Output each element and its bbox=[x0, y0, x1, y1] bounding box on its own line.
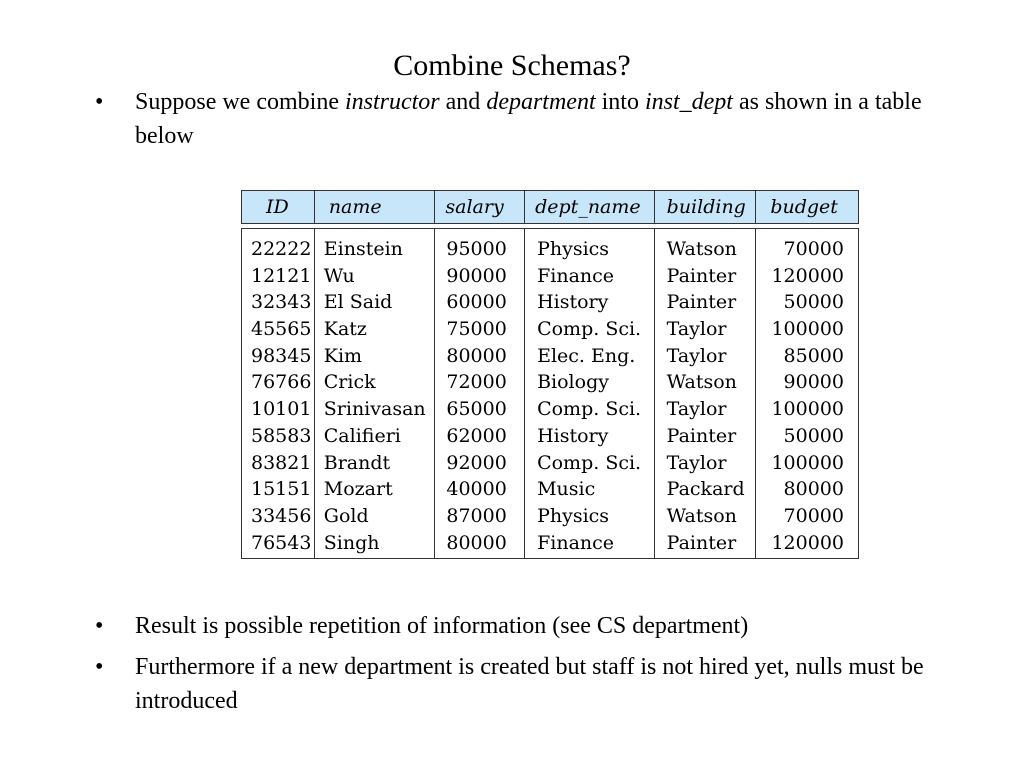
table-cell: Packard bbox=[666, 478, 745, 501]
inst-dept-table bbox=[241, 190, 859, 559]
table-cell: 87000 bbox=[446, 504, 507, 527]
bullet-marker: • bbox=[95, 613, 104, 639]
table-body bbox=[241, 228, 859, 559]
header-dept-name: dept_name bbox=[525, 191, 655, 223]
term-department: department bbox=[486, 89, 596, 115]
bullet-combine bbox=[95, 85, 985, 153]
table-cell: Physics bbox=[537, 504, 610, 527]
bullet-nulls bbox=[95, 650, 985, 718]
header-salary: salary bbox=[435, 191, 525, 223]
table-cell: 70000 bbox=[783, 504, 844, 527]
table-cell: 10101 bbox=[251, 398, 312, 421]
table-cell: Katz bbox=[323, 318, 367, 341]
table-cell: 22222 bbox=[251, 238, 312, 260]
header-id: ID bbox=[242, 191, 315, 223]
bullet-text: Result is possible repetition of information (see CS department) bbox=[135, 613, 749, 639]
table-cell: 15151 bbox=[251, 478, 312, 501]
table-cell: 80000 bbox=[446, 344, 507, 367]
table-cell: 92000 bbox=[446, 451, 507, 474]
text-run: as shown in a table below bbox=[135, 89, 922, 149]
table-cell: Einstein bbox=[323, 238, 403, 260]
table-cell: Painter bbox=[666, 264, 737, 287]
bullet-marker: • bbox=[95, 654, 104, 680]
table-cell: 33456 bbox=[251, 504, 312, 527]
table-cell: 45565 bbox=[251, 318, 312, 341]
column-salary bbox=[435, 229, 525, 558]
table-cell: Painter bbox=[666, 531, 737, 554]
table-cell: Physics bbox=[537, 238, 610, 260]
column-building bbox=[655, 229, 757, 558]
slide-title: Combine Schemas? bbox=[393, 49, 631, 82]
table-cell: Singh bbox=[323, 531, 380, 554]
table-cell: 70000 bbox=[783, 238, 844, 260]
table-cell: 90000 bbox=[783, 371, 844, 394]
table-cell: 50000 bbox=[783, 291, 844, 314]
table-cell: Watson bbox=[666, 504, 737, 527]
table-cell: Biology bbox=[537, 371, 609, 394]
table-cell: 120000 bbox=[771, 531, 844, 554]
column-id bbox=[242, 229, 315, 558]
table-cell: 62000 bbox=[446, 424, 507, 447]
table-cell: Elec. Eng. bbox=[537, 344, 636, 367]
table-cell: 50000 bbox=[783, 424, 844, 447]
table-cell: 95000 bbox=[446, 238, 507, 260]
table-cell: 60000 bbox=[446, 291, 507, 314]
table-cell: Kim bbox=[323, 344, 363, 367]
table-cell: 90000 bbox=[446, 264, 507, 287]
bullet-marker: • bbox=[95, 89, 104, 115]
table-cell: Finance bbox=[537, 264, 615, 287]
table-cell: Comp. Sci. bbox=[537, 318, 642, 341]
table-cell: 72000 bbox=[446, 371, 507, 394]
table-cell: 100000 bbox=[771, 451, 844, 474]
table-cell: 65000 bbox=[446, 398, 507, 421]
table-cell: Mozart bbox=[323, 478, 393, 501]
table-cell: Painter bbox=[666, 424, 737, 447]
table-cell: Taylor bbox=[666, 344, 727, 367]
text-run: and bbox=[439, 89, 487, 115]
table-cell: 32343 bbox=[251, 291, 312, 314]
table-cell: Watson bbox=[666, 238, 737, 260]
table-cell: Comp. Sci. bbox=[537, 451, 642, 474]
table-cell: 58583 bbox=[251, 424, 312, 447]
table-cell: History bbox=[537, 291, 609, 314]
header-budget: budget bbox=[770, 196, 838, 218]
table-cell: History bbox=[537, 424, 609, 447]
table-header bbox=[241, 190, 859, 224]
table-cell: 100000 bbox=[771, 398, 844, 421]
column-budget bbox=[756, 229, 858, 558]
table-cell: Gold bbox=[323, 504, 369, 527]
table-cell: Wu bbox=[323, 264, 355, 287]
text-run: into bbox=[595, 89, 645, 115]
header-building: building bbox=[655, 191, 757, 223]
table-cell: 75000 bbox=[446, 318, 507, 341]
table-cell: Taylor bbox=[666, 398, 727, 421]
table-cell: Brandt bbox=[323, 451, 391, 474]
table-cell: 120000 bbox=[771, 264, 844, 287]
term-inst-dept: inst_dept bbox=[644, 89, 733, 115]
bullet-text: Furthermore if a new department is created but staff is not hired yet, nulls must be introduced bbox=[135, 654, 924, 714]
table-cell: 76766 bbox=[251, 371, 312, 394]
text-run: Suppose we combine bbox=[135, 89, 345, 115]
column-name bbox=[315, 229, 436, 558]
table-cell: Watson bbox=[666, 371, 737, 394]
header-name: name bbox=[315, 191, 436, 223]
table-cell: Music bbox=[537, 478, 596, 501]
bullet-repetition bbox=[95, 609, 985, 643]
table-cell: El Said bbox=[323, 291, 393, 314]
table-cell: Painter bbox=[666, 291, 737, 314]
table-cell: 83821 bbox=[251, 451, 312, 474]
table-cell: 85000 bbox=[783, 344, 844, 367]
table-cell: Califieri bbox=[323, 424, 401, 447]
table-cell: 76543 bbox=[251, 531, 312, 554]
table-cell: Crick bbox=[323, 371, 376, 394]
table-cell: 40000 bbox=[446, 478, 507, 501]
table-cell: Taylor bbox=[666, 318, 727, 341]
table-cell: Srinivasan bbox=[323, 398, 426, 421]
column-dept-name bbox=[525, 229, 655, 558]
table-cell: 80000 bbox=[446, 531, 507, 554]
table-cell: 80000 bbox=[783, 478, 844, 501]
table-cell: 100000 bbox=[771, 318, 844, 341]
table-cell: Taylor bbox=[666, 451, 727, 474]
term-instructor: instructor bbox=[344, 89, 440, 115]
table-cell: Finance bbox=[537, 531, 615, 554]
table-cell: Comp. Sci. bbox=[537, 398, 642, 421]
bullet-text bbox=[135, 85, 985, 153]
table-cell: 98345 bbox=[251, 344, 312, 367]
table-cell: 12121 bbox=[251, 264, 312, 287]
